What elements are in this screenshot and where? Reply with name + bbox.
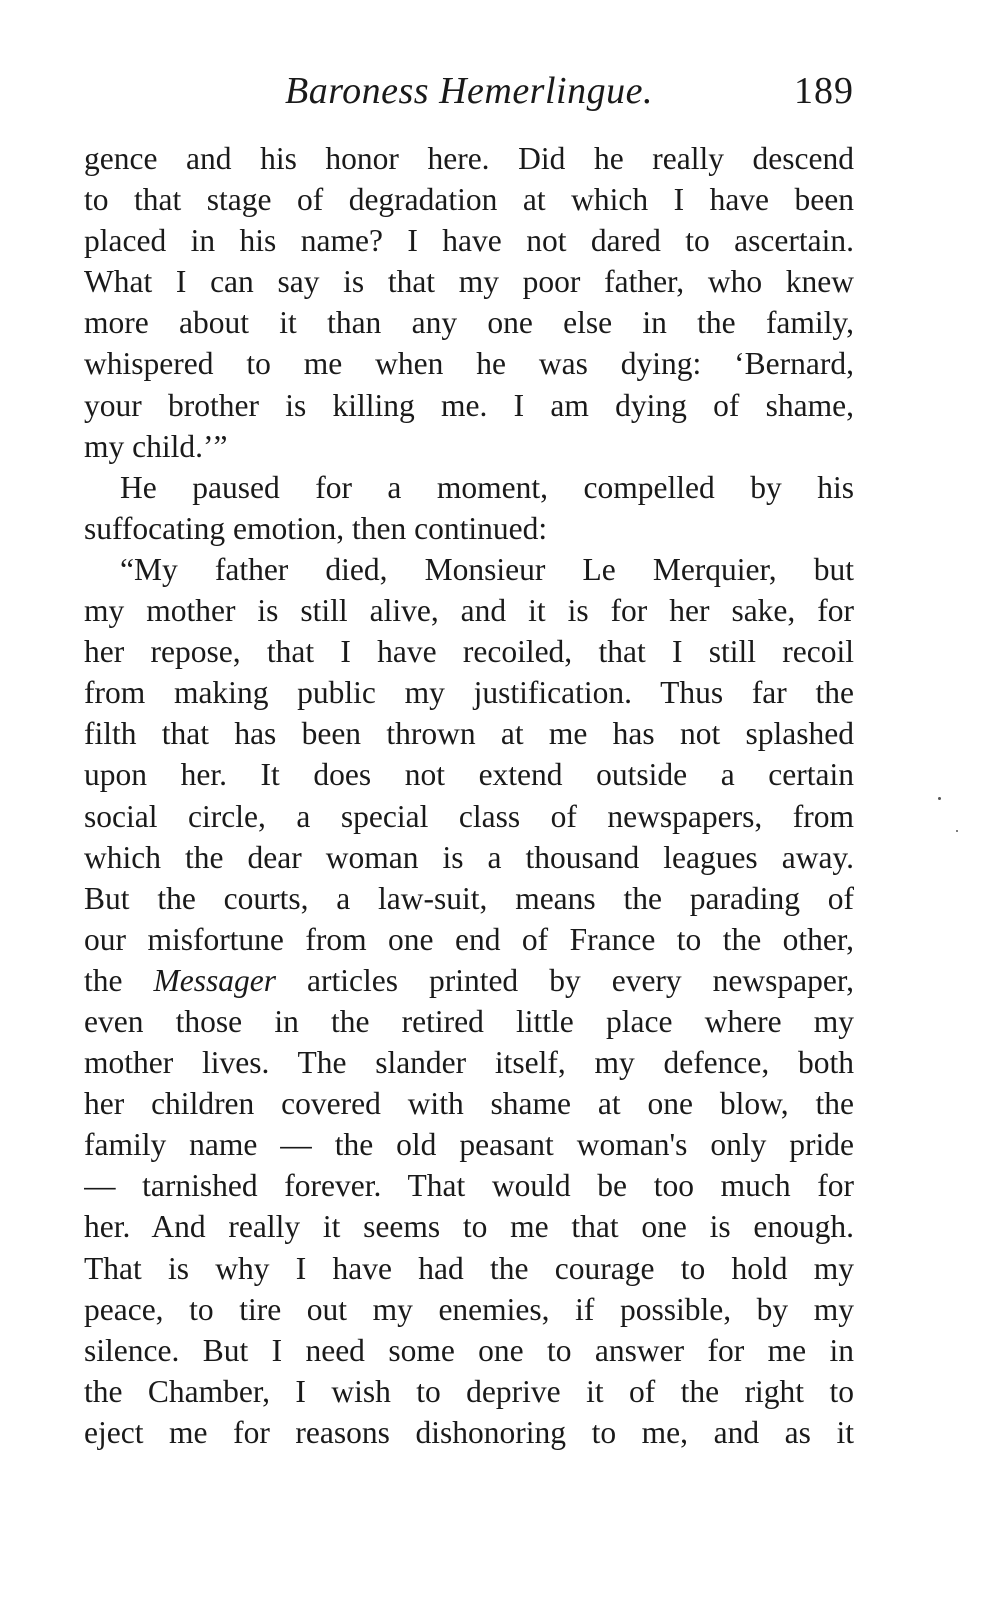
text-line: her children covered with shame at one blow, the xyxy=(84,1086,854,1122)
text-line: more about it than any one else in the family, xyxy=(84,305,854,341)
scan-speck xyxy=(956,830,958,832)
italic-title: Messager xyxy=(153,962,276,998)
text-line: gence and his honor here. Did he really descend xyxy=(84,141,854,176)
text-line: But the courts, a law-suit, means the parading of xyxy=(84,880,854,916)
text-line: He paused for a moment, compelled by his xyxy=(120,469,854,505)
text-line: peace, to tire out my enemies, if possible, by my xyxy=(84,1291,854,1327)
running-title: Baroness Hemerlingue. xyxy=(285,70,653,112)
text-line: filth that has been thrown at me has not splashed xyxy=(84,716,854,752)
text-line: your brother is killing me. I am dying of shame, xyxy=(84,387,854,423)
text-line: — tarnished forever. That would be too much for xyxy=(84,1168,854,1204)
text-line: family name — the old peasant woman's only pride xyxy=(84,1127,854,1163)
text-line: “My father died, Monsieur Le Merquier, but xyxy=(120,551,854,587)
text-line: her repose, that I have recoiled, that I still recoil xyxy=(84,634,854,670)
text-line-part: the xyxy=(84,962,154,998)
text-line: eject me for reasons dishonoring to me, and as it xyxy=(84,1414,854,1450)
text-line: upon her. It does not extend outside a certain xyxy=(84,757,854,793)
text-line: placed in his name? I have not dared to ascertain. xyxy=(84,223,854,259)
scan-speck xyxy=(938,797,941,800)
text-line xyxy=(84,960,854,1001)
text-line: What I can say is that my poor father, who knew xyxy=(84,264,854,300)
text-line: suffocating emotion, then continued: xyxy=(84,510,548,546)
text-line: which the dear woman is a thousand leagues away. xyxy=(84,839,854,875)
text-line: mother lives. The slander itself, my defence, both xyxy=(84,1045,854,1081)
text-line: from making public my justification. Thus far the xyxy=(84,675,854,711)
text-line: silence. But I need some one to answer for me in xyxy=(84,1332,854,1368)
text-line: to that stage of degradation at which I have been xyxy=(84,182,854,218)
running-head xyxy=(84,66,854,116)
body-text xyxy=(84,138,854,1453)
text-line: social circle, a special class of newspapers, from xyxy=(84,798,854,834)
text-line: That is why I have had the courage to hold my xyxy=(84,1250,854,1286)
text-line: our misfortune from one end of France to the other, xyxy=(84,921,854,957)
page-number: 189 xyxy=(794,70,854,112)
text-line-part: articles printed by every newspaper, xyxy=(275,962,854,998)
text-line: my mother is still alive, and it is for her sake, for xyxy=(84,593,854,629)
text-line: my child.’” xyxy=(84,428,228,464)
text-line: even those in the retired little place where my xyxy=(84,1003,854,1039)
text-line: her. And really it seems to me that one is enough. xyxy=(84,1209,854,1245)
text-line: the Chamber, I wish to deprive it of the right to xyxy=(84,1373,854,1409)
text-line: whispered to me when he was dying: ‘Bernard, xyxy=(84,346,854,382)
